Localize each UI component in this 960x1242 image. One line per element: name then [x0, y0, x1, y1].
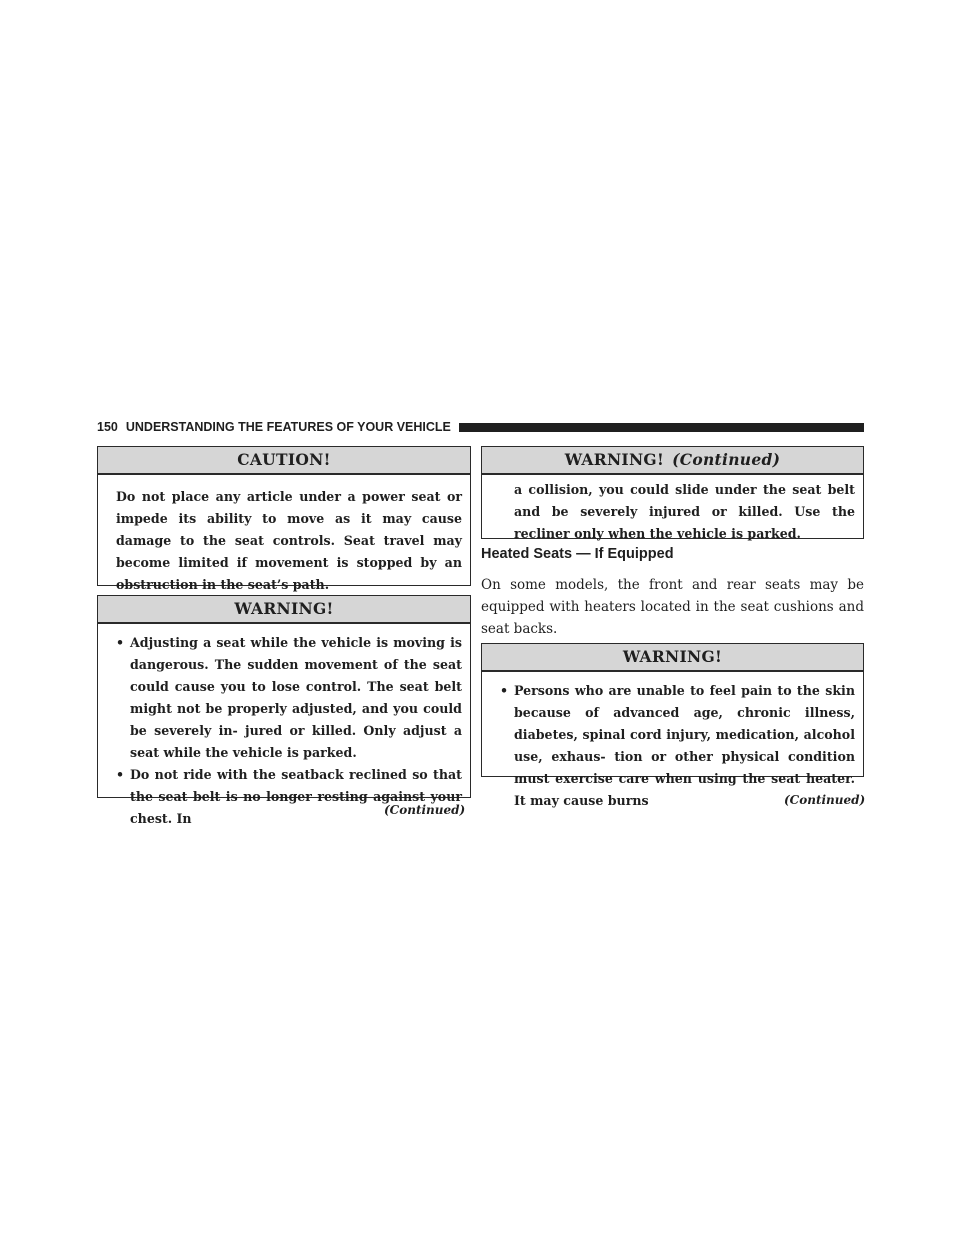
warning-list — [116, 632, 462, 830]
caution-body — [98, 475, 470, 606]
list-item: • Do not ride with the seatback reclined so that the seat belt is no longer resting against your chest. In — [116, 764, 462, 830]
header-rule — [459, 423, 864, 432]
body-paragraph: On some models, the front and rear seats may be equipped with heaters located in the seat cushions and seat backs. — [481, 577, 864, 637]
section-title: UNDERSTANDING THE FEATURES OF YOUR VEHICLE — [125, 420, 451, 434]
page-number: 150 — [97, 420, 118, 434]
continued-note-left: (Continued) — [384, 803, 466, 817]
continued-suffix: (Continued) — [672, 450, 781, 469]
caution-title: CAUTION! — [98, 447, 470, 475]
caution-text: Do not place any article under a power seat or impede its ability to move as it may cause damage to the seat controls. Seat travel may become limited if movement is stopped by an obstruction in the seat’s path. — [116, 489, 462, 592]
warning-title: WARNING! — [482, 644, 863, 672]
warning-continued-body — [482, 475, 863, 553]
warning-continued-text: a collision, you could slide under the seat belt and be severely injured or killed. Use the recliner only when the vehicle is parked. — [514, 482, 855, 541]
warning-continued-label: WARNING! — [564, 450, 665, 469]
caution-box — [97, 446, 471, 592]
warning-continued-title — [482, 447, 863, 475]
list-item: • Persons who are unable to feel pain to the skin because of advanced age, chronic illness, diabetes, spinal cord injury, medication, alcohol use, exhaus- tion or other physical condition must exercise care when using the seat heater. It may cause burns — [500, 680, 855, 812]
warning-title: WARNING! — [98, 596, 470, 624]
section-heading: Heated Seats — If Equipped — [481, 546, 674, 562]
warning-continued-box — [481, 446, 864, 539]
page-header — [97, 418, 864, 436]
list-item: • Adjusting a seat while the vehicle is moving is dangerous. The sudden movement of the seat could cause you to lose control. The seat belt might not be properly adjusted, and you could be severely in- jured or killed. Only adjust a seat while the vehicle is parked. — [116, 632, 462, 764]
continued-note-right: (Continued) — [784, 793, 866, 807]
